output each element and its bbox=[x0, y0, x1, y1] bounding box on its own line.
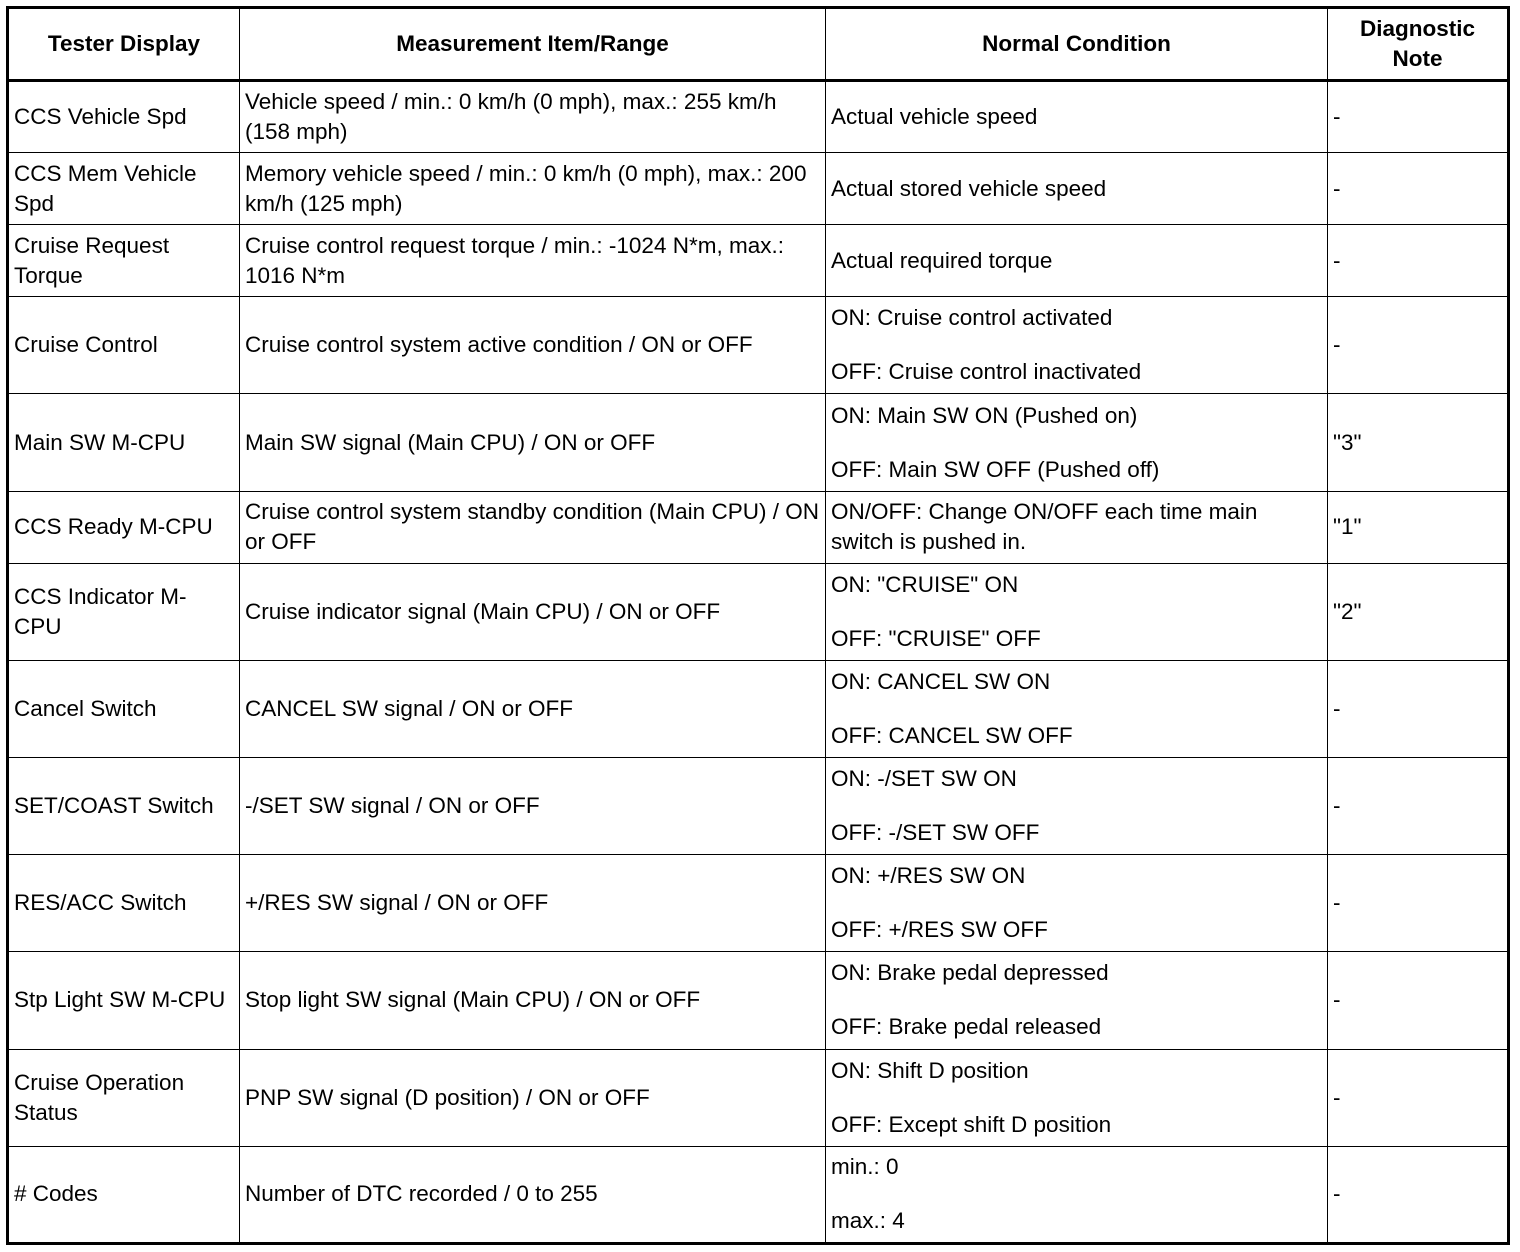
measurement-range-cell: +/RES SW signal / ON or OFF bbox=[240, 855, 826, 952]
table-row bbox=[8, 855, 1509, 952]
table-row bbox=[8, 491, 1509, 563]
normal-condition-cell bbox=[826, 225, 1328, 297]
table-row bbox=[8, 153, 1509, 225]
measurement-range-cell: Number of DTC recorded / 0 to 255 bbox=[240, 1146, 826, 1243]
measurement-range-cell: Cruise control system active condition / ON or OFF bbox=[240, 297, 826, 394]
tester-display-cell: CCS Vehicle Spd bbox=[8, 81, 240, 153]
measurement-range-cell: Stop light SW signal (Main CPU) / ON or OFF bbox=[240, 952, 826, 1049]
normal-condition-cell bbox=[826, 563, 1328, 660]
diagnostic-note-cell: - bbox=[1328, 81, 1509, 153]
condition-line: ON: CANCEL SW ON bbox=[831, 668, 1051, 694]
measurement-range-cell: -/SET SW signal / ON or OFF bbox=[240, 758, 826, 855]
condition-line: min.: 0 bbox=[831, 1154, 899, 1180]
condition-line: OFF: +/RES SW OFF bbox=[831, 917, 1048, 943]
diagnostic-note-cell: - bbox=[1328, 225, 1509, 297]
tester-display-cell: Cruise Operation Status bbox=[8, 1049, 240, 1146]
normal-condition-cell bbox=[826, 855, 1328, 952]
table-row bbox=[8, 758, 1509, 855]
diagnostic-note-cell: - bbox=[1328, 153, 1509, 225]
condition-line: ON: Cruise control activated bbox=[831, 305, 1113, 331]
table-row bbox=[8, 81, 1509, 153]
table-row bbox=[8, 660, 1509, 757]
normal-condition-cell bbox=[826, 297, 1328, 394]
tester-display-cell: CCS Ready M-CPU bbox=[8, 491, 240, 563]
table-row bbox=[8, 952, 1509, 1049]
header-row bbox=[8, 8, 1509, 81]
normal-condition-cell bbox=[826, 660, 1328, 757]
diagnostic-note-cell: - bbox=[1328, 297, 1509, 394]
table-row bbox=[8, 1146, 1509, 1243]
tester-display-cell: Stp Light SW M-CPU bbox=[8, 952, 240, 1049]
table-row bbox=[8, 394, 1509, 491]
header-measurement-item-range: Measurement Item/Range bbox=[240, 8, 826, 81]
header-tester-display: Tester Display bbox=[8, 8, 240, 81]
condition-line: max.: 4 bbox=[831, 1208, 905, 1234]
table-body bbox=[8, 81, 1509, 1244]
header-normal-condition: Normal Condition bbox=[826, 8, 1328, 81]
condition-line: OFF: Brake pedal released bbox=[831, 1014, 1102, 1040]
diagnostic-note-cell: - bbox=[1328, 758, 1509, 855]
normal-condition-cell bbox=[826, 1049, 1328, 1146]
table-row bbox=[8, 563, 1509, 660]
diagnostic-note-cell: - bbox=[1328, 1146, 1509, 1243]
normal-condition-cell bbox=[826, 394, 1328, 491]
tester-display-cell: Cancel Switch bbox=[8, 660, 240, 757]
measurement-range-cell: PNP SW signal (D position) / ON or OFF bbox=[240, 1049, 826, 1146]
tester-display-cell: Main SW M-CPU bbox=[8, 394, 240, 491]
data-list-table bbox=[6, 6, 1510, 1245]
table-row bbox=[8, 1049, 1509, 1146]
measurement-range-cell: Memory vehicle speed / min.: 0 km/h (0 mph), max.: 200 km/h (125 mph) bbox=[240, 153, 826, 225]
condition-line: ON: Main SW ON (Pushed on) bbox=[831, 402, 1138, 428]
condition-line: ON: +/RES SW ON bbox=[831, 863, 1026, 889]
condition-line: Actual vehicle speed bbox=[831, 104, 1038, 130]
condition-line: OFF: CANCEL SW OFF bbox=[831, 722, 1073, 748]
diagnostic-note-cell: - bbox=[1328, 952, 1509, 1049]
condition-line: OFF: Main SW OFF (Pushed off) bbox=[831, 456, 1160, 482]
measurement-range-cell: Main SW signal (Main CPU) / ON or OFF bbox=[240, 394, 826, 491]
measurement-range-cell: Cruise indicator signal (Main CPU) / ON or OFF bbox=[240, 563, 826, 660]
measurement-range-cell: Cruise control system standby condition (Main CPU) / ON or OFF bbox=[240, 491, 826, 563]
condition-line: Actual required torque bbox=[831, 247, 1053, 273]
tester-display-cell: Cruise Control bbox=[8, 297, 240, 394]
tester-display-cell: Cruise Request Torque bbox=[8, 225, 240, 297]
condition-line: ON: Brake pedal depressed bbox=[831, 960, 1109, 986]
tester-display-cell: # Codes bbox=[8, 1146, 240, 1243]
condition-line: ON: -/SET SW ON bbox=[831, 766, 1017, 792]
condition-line: OFF: -/SET SW OFF bbox=[831, 820, 1040, 846]
tester-display-cell: CCS Mem Vehicle Spd bbox=[8, 153, 240, 225]
diagnostic-note-cell: - bbox=[1328, 1049, 1509, 1146]
measurement-range-cell: Cruise control request torque / min.: -1024 N*m, max.: 1016 N*m bbox=[240, 225, 826, 297]
diagnostic-note-cell: "1" bbox=[1328, 491, 1509, 563]
normal-condition-cell bbox=[826, 81, 1328, 153]
tester-display-cell: CCS Indicator M-CPU bbox=[8, 563, 240, 660]
normal-condition-cell bbox=[826, 1146, 1328, 1243]
diagnostic-note-cell: - bbox=[1328, 660, 1509, 757]
condition-line: OFF: "CRUISE" OFF bbox=[831, 625, 1041, 651]
tester-display-cell: SET/COAST Switch bbox=[8, 758, 240, 855]
normal-condition-cell bbox=[826, 153, 1328, 225]
measurement-range-cell: Vehicle speed / min.: 0 km/h (0 mph), max.: 255 km/h (158 mph) bbox=[240, 81, 826, 153]
header-diagnostic-note: Diagnostic Note bbox=[1328, 8, 1509, 81]
diagnostic-note-cell: "2" bbox=[1328, 563, 1509, 660]
condition-line: ON/OFF: Change ON/OFF each time main switch is pushed in. bbox=[831, 499, 1258, 555]
measurement-range-cell: CANCEL SW signal / ON or OFF bbox=[240, 660, 826, 757]
normal-condition-cell bbox=[826, 491, 1328, 563]
diagnostic-note-cell: - bbox=[1328, 855, 1509, 952]
table-row bbox=[8, 297, 1509, 394]
diagnostic-note-cell: "3" bbox=[1328, 394, 1509, 491]
condition-line: ON: "CRUISE" ON bbox=[831, 571, 1019, 597]
condition-line: OFF: Cruise control inactivated bbox=[831, 359, 1142, 385]
condition-line: ON: Shift D position bbox=[831, 1057, 1029, 1083]
condition-line: Actual stored vehicle speed bbox=[831, 175, 1107, 201]
normal-condition-cell bbox=[826, 952, 1328, 1049]
normal-condition-cell bbox=[826, 758, 1328, 855]
table-row bbox=[8, 225, 1509, 297]
tester-display-cell: RES/ACC Switch bbox=[8, 855, 240, 952]
condition-line: OFF: Except shift D position bbox=[831, 1111, 1112, 1137]
